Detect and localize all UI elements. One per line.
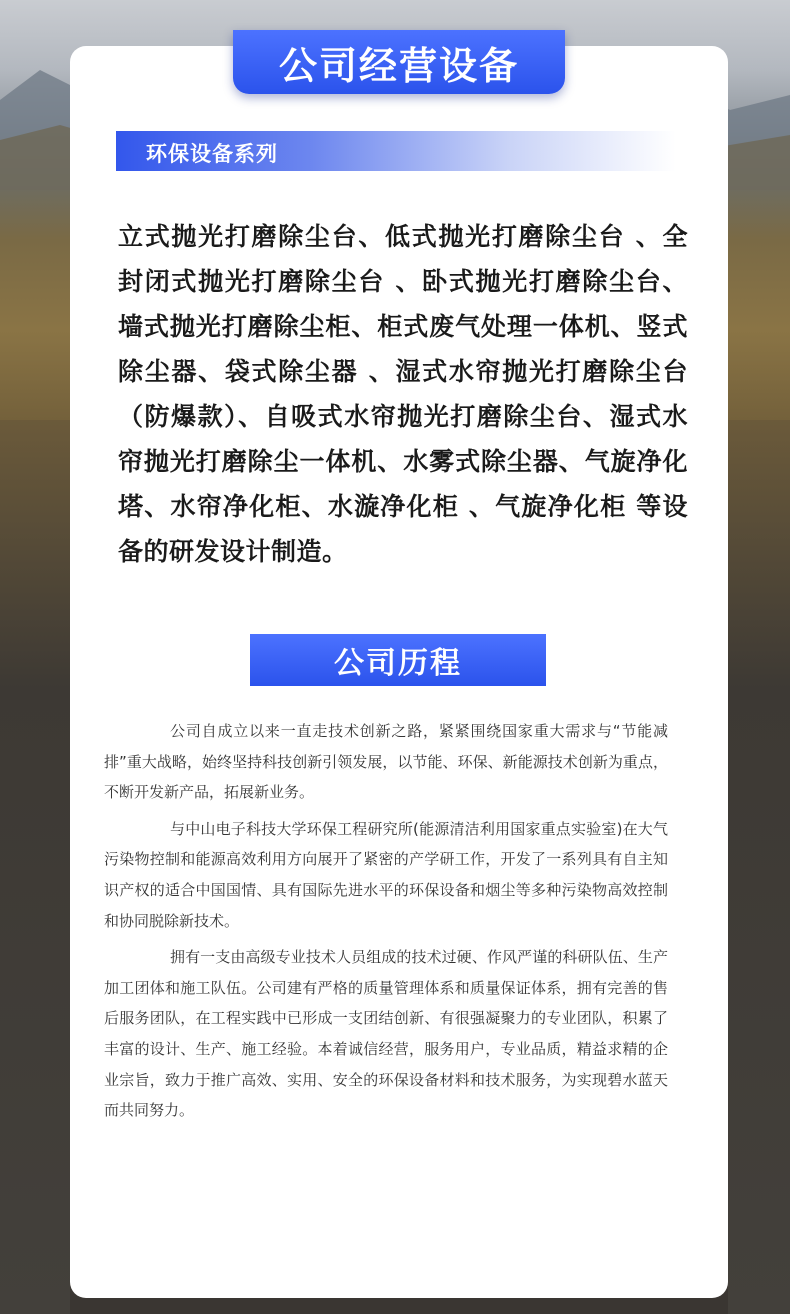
road-background-left — [0, 420, 70, 1314]
history-paragraph-3: 拥有一支由高级专业技术人员组成的技术过硬、作风严谨的科研队伍、生产加工团体和施工队伍。公司建有严格的质量管理体系和质量保证体系，拥有完善的售后服务团队，在工程实践中已形成一支团结创新、有很强凝聚力的专业团队，积累了丰富的设计、生产、施工经验。本着诚信经营，服务用户，专业品质，精益求精的企业宗旨，致力于推广高效、实用、安全的环保设备材料和技术服务，为实现碧水蓝天而共同努力。 — [104, 948, 668, 1120]
equipment-description: 立式抛光打磨除尘台、低式抛光打磨除尘台 、全封闭式抛光打磨除尘台 、卧式抛光打磨除尘台、墙式抛光打磨除尘柜、柜式废气处理一体机、竖式除尘器、袋式除尘器 、湿式水帘抛光打磨除尘台（防爆款）、自吸式水帘抛光打磨除尘台、湿式水帘抛光打磨除尘一体机、水雾式除尘器、气旋净化塔、水帘净化柜、水漩净化柜 、气旋净化柜 等设备的研发设计制造。 — [118, 222, 688, 566]
section-label: 环保设备系列 — [146, 142, 278, 166]
history-paragraph-1: 公司自成立以来一直走技术创新之路，紧紧围绕国家重大需求与“节能减排”重大战略，始终坚持科技创新引领发展，以节能、环保、新能源技术创新为重点，不断开发新产品，拓展新业务。 — [104, 722, 668, 802]
section-label-bar — [116, 131, 676, 171]
page-title: 公司经营设备 — [278, 43, 519, 88]
history-text — [104, 716, 668, 1132]
page-title-banner — [233, 30, 565, 94]
history-title: 公司历程 — [334, 646, 462, 681]
history-paragraph-2: 与中山电子科技大学环保工程研究所(能源清洁利用国家重点实验室)在大气污染物控制和能源高效利用方向展开了紧密的产学研工作，开发了一系列具有自主知识产权的适合中国国情、具有国际先进水平的环保设备和烟尘等多种污染物高效控制和协同脱除新技术。 — [104, 819, 668, 930]
history-title-box — [250, 634, 546, 686]
road-background-right — [728, 420, 790, 1314]
